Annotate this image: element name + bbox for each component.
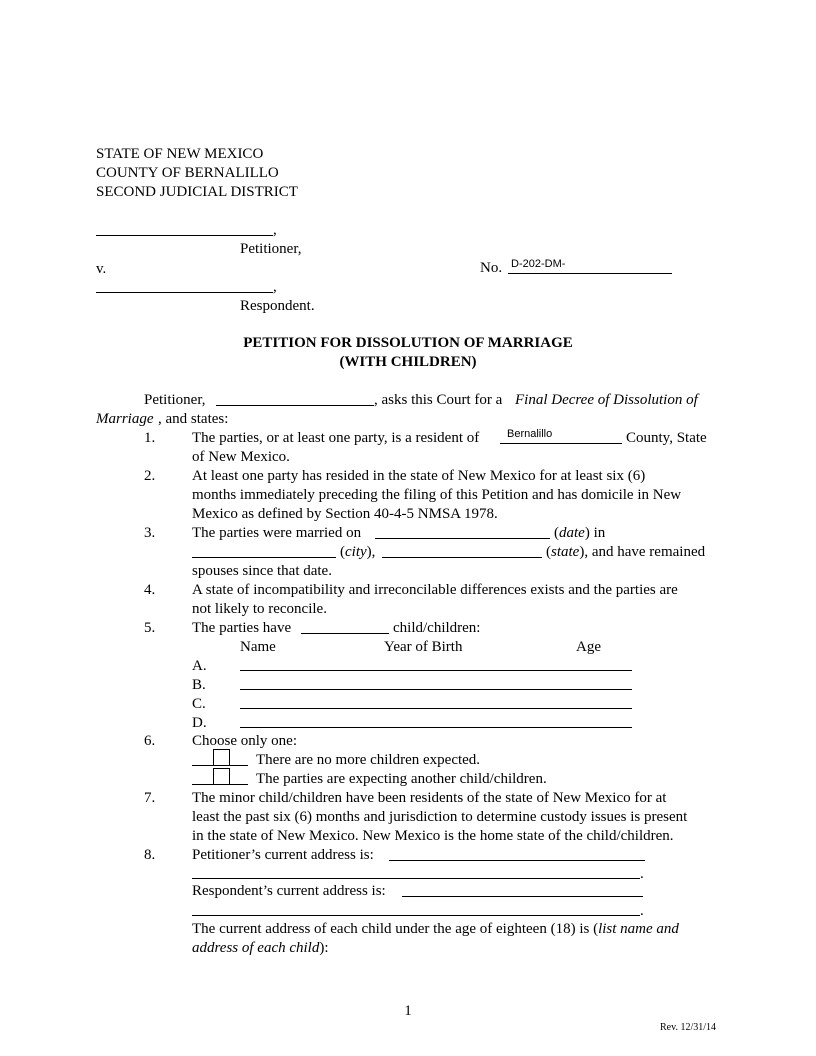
child-row-c-line[interactable] [240, 708, 632, 709]
county-field[interactable] [500, 443, 622, 444]
child-count-field[interactable] [301, 633, 389, 634]
county-value: Bernalillo [507, 428, 553, 440]
page-number: 1 [404, 1003, 412, 1019]
caption-comma-2: , [273, 279, 277, 295]
marriage-city-field[interactable] [192, 557, 336, 558]
item-4-line-2: not likely to reconcile. [192, 601, 327, 617]
child-row-a-line[interactable] [240, 670, 632, 671]
case-no-field[interactable] [508, 273, 672, 274]
child-row-a-label: A. [192, 658, 207, 674]
title-line-1: PETITION FOR DISSOLUTION OF MARRIAGE [243, 335, 573, 351]
option-2-label: The parties are expecting another child/children. [256, 771, 547, 787]
intro-decree-b: Marriage [96, 411, 154, 427]
petitioner-name-field[interactable] [216, 405, 374, 406]
item-4-line-1: A state of incompatibility and irreconcilable differences exists and the parties are [192, 582, 678, 598]
item-6-number: 6. [144, 733, 156, 749]
item-7-line-1: The minor child/children have been residents of the state of New Mexico for at [192, 790, 667, 806]
item-2-line-2: months immediately preceding the filing of this Petition and has domicile in New [192, 487, 682, 503]
item-5-text-b: child/children: [393, 620, 481, 636]
item-1-text-c: of New Mexico. [192, 449, 290, 465]
children-header-age: Age [576, 639, 601, 655]
no-more-children-checkbox[interactable] [213, 749, 230, 766]
item-4-number: 4. [144, 582, 156, 598]
item-3-date-label: (date) in [554, 525, 606, 541]
item-5-text-a: The parties have [192, 620, 292, 636]
marriage-date-field[interactable] [375, 538, 550, 539]
item-3-state-label: (state), and have remained [546, 544, 706, 560]
item-3-text-a: The parties were married on [192, 525, 362, 541]
item-7-line-3: in the state of New Mexico. New Mexico is the home state of the child/children. [192, 828, 674, 844]
respondent-address-field-2[interactable] [192, 915, 640, 916]
option-1-label: There are no more children expected. [256, 752, 481, 768]
children-header-year: Year of Birth [384, 639, 463, 655]
child-address-line-2: address of each child): [192, 940, 329, 956]
court-county: COUNTY OF BERNALILLO [96, 165, 279, 181]
respondent-address-label: Respondent’s current address is: [192, 883, 386, 899]
title-line-2: (WITH CHILDREN) [339, 354, 477, 370]
child-row-b-label: B. [192, 677, 206, 693]
court-state: STATE OF NEW MEXICO [96, 146, 264, 162]
item-1-number: 1. [144, 430, 156, 446]
respondent-label: Respondent. [240, 298, 315, 314]
petitioner-address-label: Petitioner’s current address is: [192, 847, 374, 863]
intro-decree-a: Final Decree of Dissolution of [515, 392, 698, 408]
respondent-address-period: . [640, 903, 644, 919]
intro-end: , and states: [158, 411, 229, 427]
expecting-children-checkbox[interactable] [213, 768, 230, 785]
petitioner-name-line[interactable] [96, 235, 273, 236]
court-district: SECOND JUDICIAL DISTRICT [96, 184, 298, 200]
case-no-value: D-202-DM- [511, 258, 566, 270]
versus-label: v. [96, 261, 107, 277]
intro-middle: , asks this Court for a [374, 392, 503, 408]
respondent-address-field-1[interactable] [402, 896, 643, 897]
item-6-prompt: Choose only one: [192, 733, 297, 749]
petitioner-address-field-2[interactable] [192, 878, 640, 879]
caption-comma-1: , [273, 222, 277, 238]
petitioner-address-period: . [640, 866, 644, 882]
item-5-number: 5. [144, 620, 156, 636]
child-address-line-1: The current address of each child under the age of eighteen (18) is (list name and [192, 921, 679, 937]
item-2-number: 2. [144, 468, 156, 484]
child-row-d-label: D. [192, 715, 207, 731]
item-3-line-3: spouses since that date. [192, 563, 332, 579]
item-3-number: 3. [144, 525, 156, 541]
item-1-text-b: County, State [626, 430, 707, 446]
item-2-line-1: At least one party has resided in the state of New Mexico for at least six (6) [192, 468, 646, 484]
petitioner-address-field-1[interactable] [389, 860, 645, 861]
item-8-number: 8. [144, 847, 156, 863]
item-3-city-label: (city), [340, 544, 376, 560]
child-row-d-line[interactable] [240, 727, 632, 728]
item-1-text-a: The parties, or at least one party, is a resident of [192, 430, 480, 446]
respondent-name-line[interactable] [96, 292, 273, 293]
intro-start: Petitioner, [144, 392, 206, 408]
children-header-name: Name [240, 639, 276, 655]
revision-date: Rev. 12/31/14 [660, 1022, 717, 1033]
petitioner-label: Petitioner, [240, 241, 302, 257]
item-7-line-2: least the past six (6) months and jurisdiction to determine custody issues is present [192, 809, 688, 825]
item-2-line-3: Mexico as defined by Section 40-4-5 NMSA 1978. [192, 506, 498, 522]
case-no-label: No. [480, 260, 503, 276]
marriage-state-field[interactable] [382, 557, 542, 558]
item-7-number: 7. [144, 790, 156, 806]
child-row-b-line[interactable] [240, 689, 632, 690]
child-row-c-label: C. [192, 696, 206, 712]
